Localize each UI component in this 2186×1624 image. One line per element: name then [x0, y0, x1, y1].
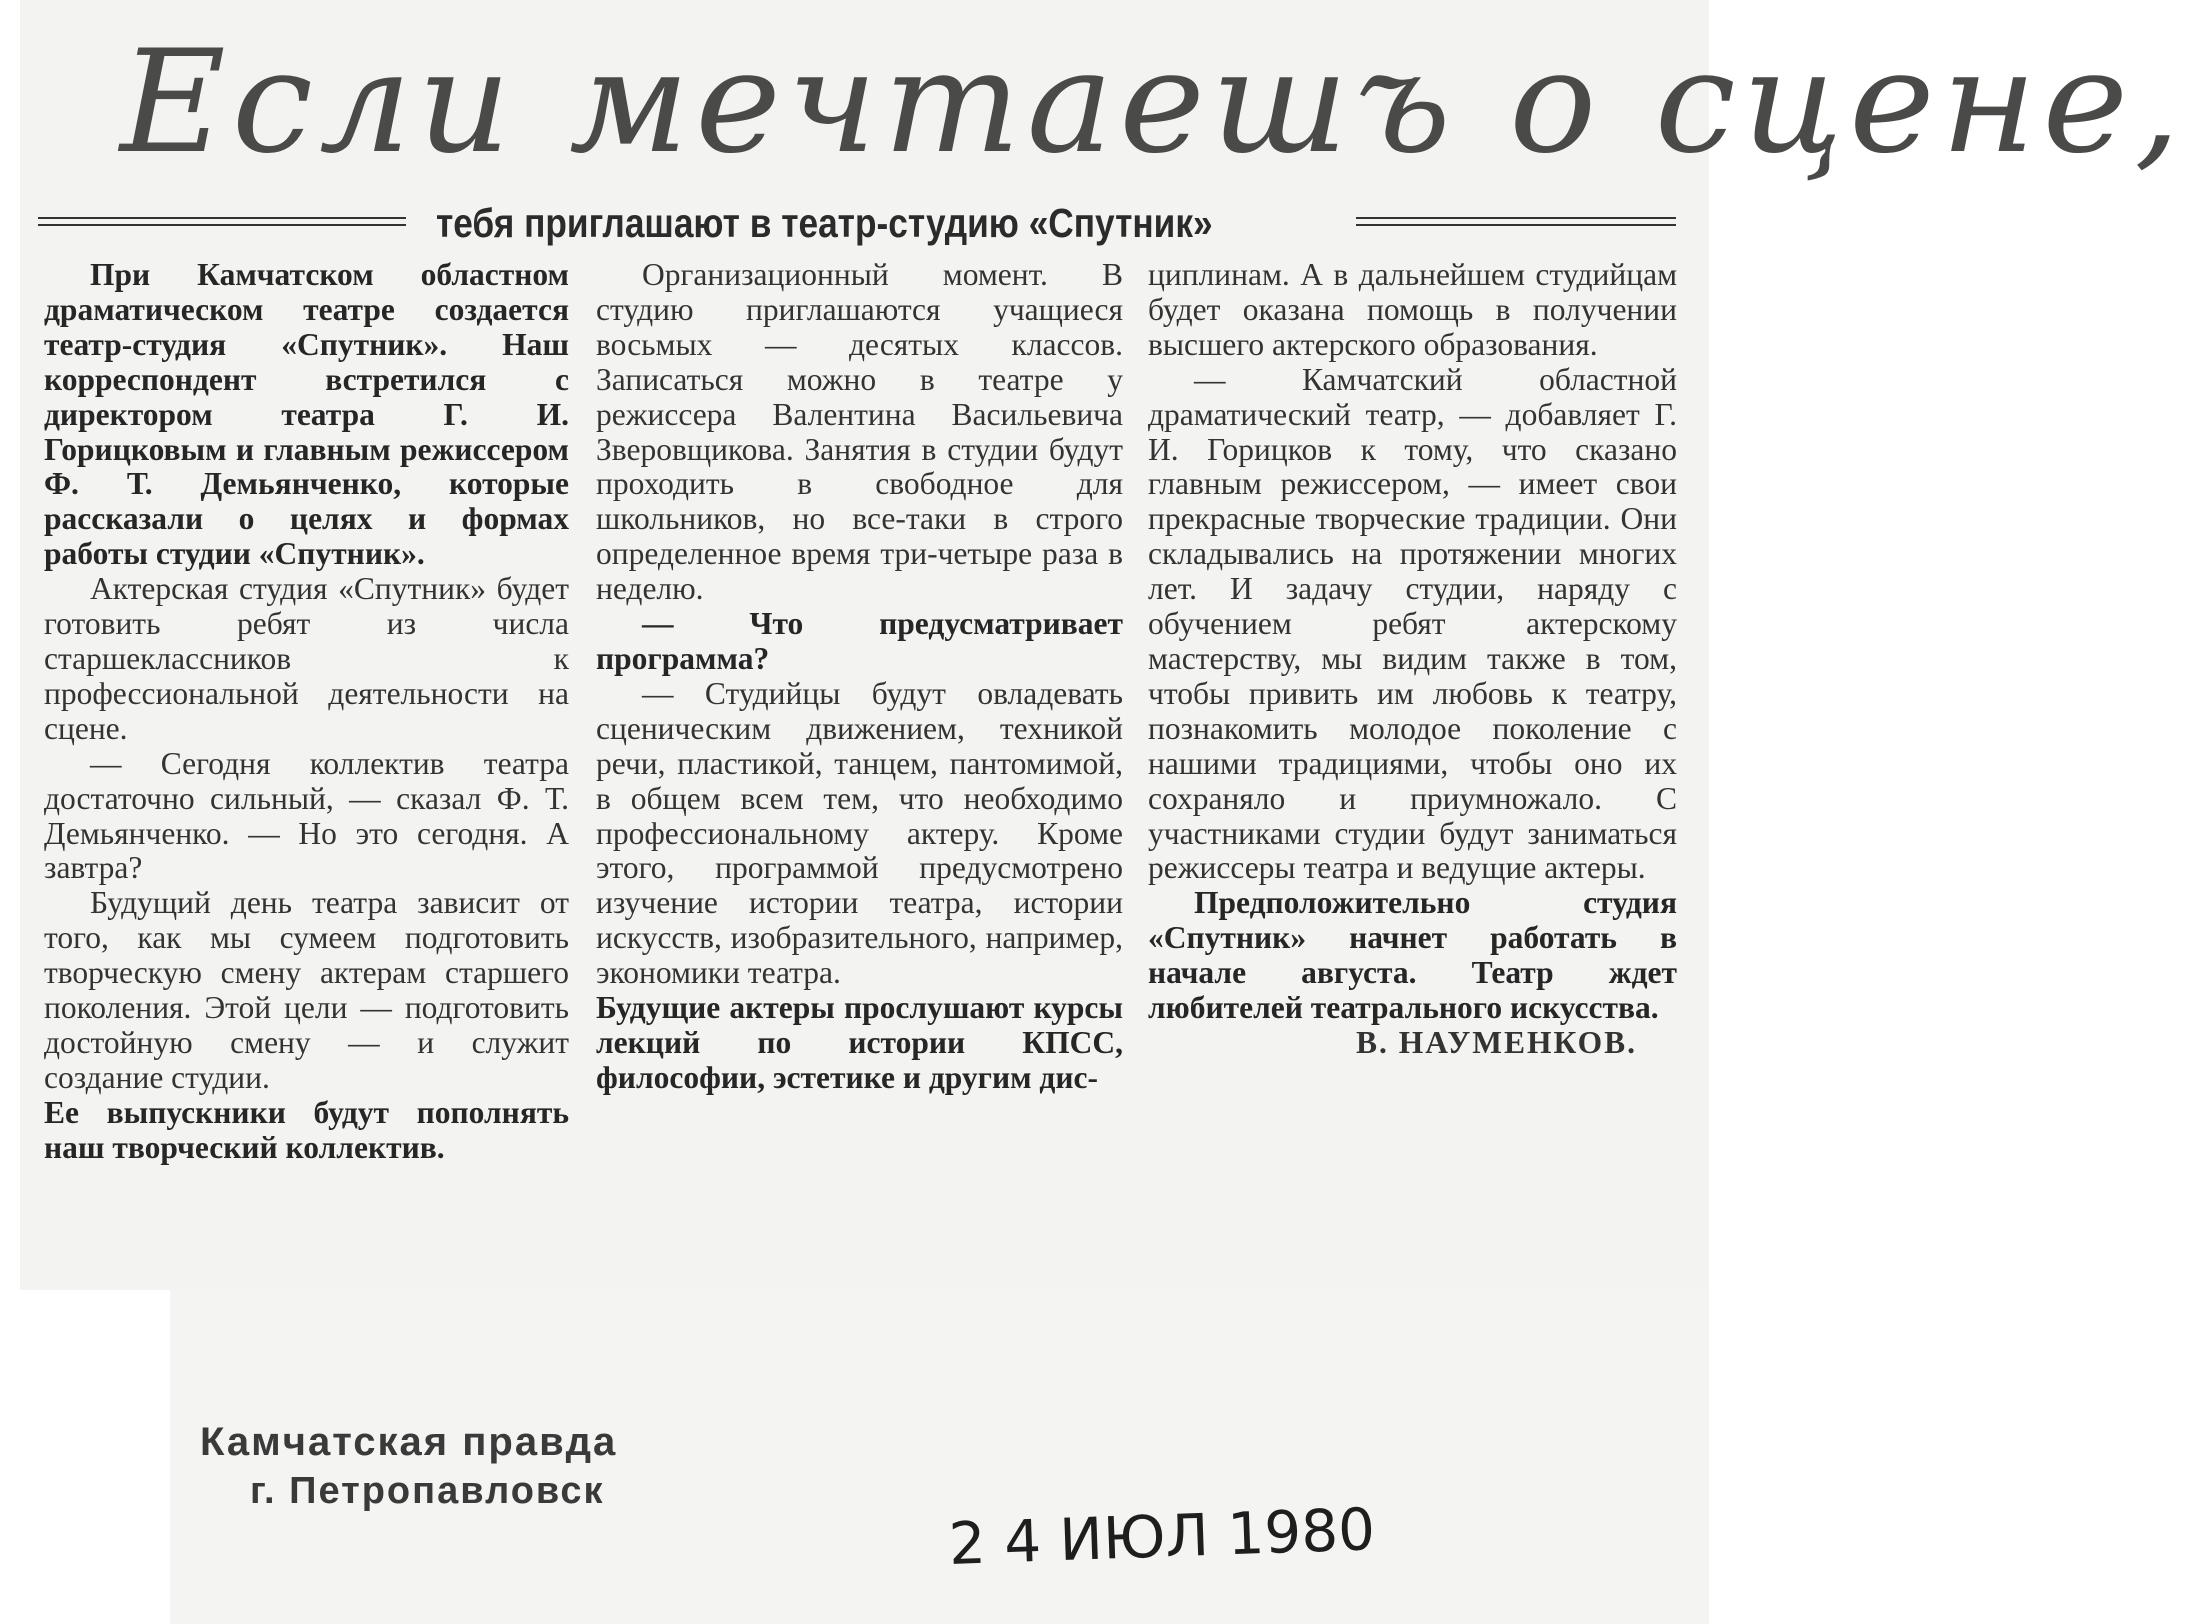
paragraph: Будущий день театра зависит от того, как мы сумеем подготовить творческую смену актерам старшего поколения. Этой цели — подготовить достойную смену — и служит создание студии. [44, 885, 569, 1095]
article-subheadline: тебя приглашают в театр-студию «Спутник» [436, 200, 1213, 246]
decorative-rule-right [1356, 217, 1676, 226]
article-lead: При Камчатском областном драматическом театре создается театр-студия «Спутник». Наш корреспондент встретился с директором театра Г. И. Горицковым и главным режиссером Ф. Т. Демьянченко, которые рассказали о целях и формах работы студии «Спутник». [44, 257, 569, 572]
article-column-1 [44, 258, 569, 1166]
article-headline: Если мечтаешъ о сцене, [120, 20, 2186, 185]
author-signature: В. НАУМЕНКОВ. [1355, 1024, 1637, 1060]
paragraph: Актерская студия «Спутник» будет готовить ребят из числа старшеклассников к профессиональной деятельности на сцене. [44, 571, 569, 746]
article-column-2 [596, 258, 1123, 1096]
paragraph: Организационный момент. В студию приглашаются учащиеся восьмых — десятых классов. Записаться можно в театре у режиссера Валентина Васильевича Зверовщикова. Занятия в студии будут проходить в свободное для школьников, но все-таки в строго определенное время три-четыре раза в неделю. [596, 257, 1123, 607]
paragraph: Будущие актеры прослушают курсы лекций по истории КПСС, философии, эстетике и другим дис- [596, 990, 1123, 1095]
paragraph: Предположительно студия «Спутник» начнет работать в начале августа. Театр ждет любителей театрального искусства. [1148, 885, 1677, 1026]
paragraph: циплинам. А в дальнейшем студийцам будет оказана помощь в получении высшего актерского образования. [1148, 257, 1677, 362]
paragraph: Ее выпускники будут пополнять наш творческий коллектив. [44, 1094, 569, 1165]
subheadline-row [38, 198, 1678, 248]
paragraph: — Камчатский областной драматический театр, — добавляет Г. И. Горицков к тому, что сказано главным режиссером, — имеет свои прекрасные творческие традиции. Они складывались на протяжении многих лет. И задачу студии, наряду с обучением ребят актерскому мастерству, мы видим также в том, чтобы привить им любовь к театру, познакомить молодое поколение с нашими традициями, чтобы оно их сохраняло и приумножало. С участниками студии будут заниматься режиссеры театра и ведущие актеры. [1148, 361, 1677, 886]
paragraph: — Сегодня коллектив театра достаточно сильный, — сказал Ф. Т. Демьянченко. — Но это сегодня. А завтра? [44, 745, 569, 886]
decorative-rule-left [38, 217, 406, 226]
interview-question: — Что предусматривает программа? [596, 606, 1123, 676]
city-stamp: г. Петропавловск [250, 1470, 605, 1512]
article-column-3 [1148, 258, 1677, 1061]
newspaper-name-stamp: Камчатская правда [200, 1420, 618, 1464]
date-stamp: 2 4 ИЮЛ 1980 [947, 1495, 1377, 1578]
paragraph: — Студийцы будут овладевать сценическим движением, техникой речи, пластикой, танцем, пантомимой, в общем всем тем, что необходимо профессиональному актеру. Кроме этого, программой предусмотрено изучение истории театра, истории искусств, изобразительного, например, экономики театра. [596, 675, 1123, 991]
